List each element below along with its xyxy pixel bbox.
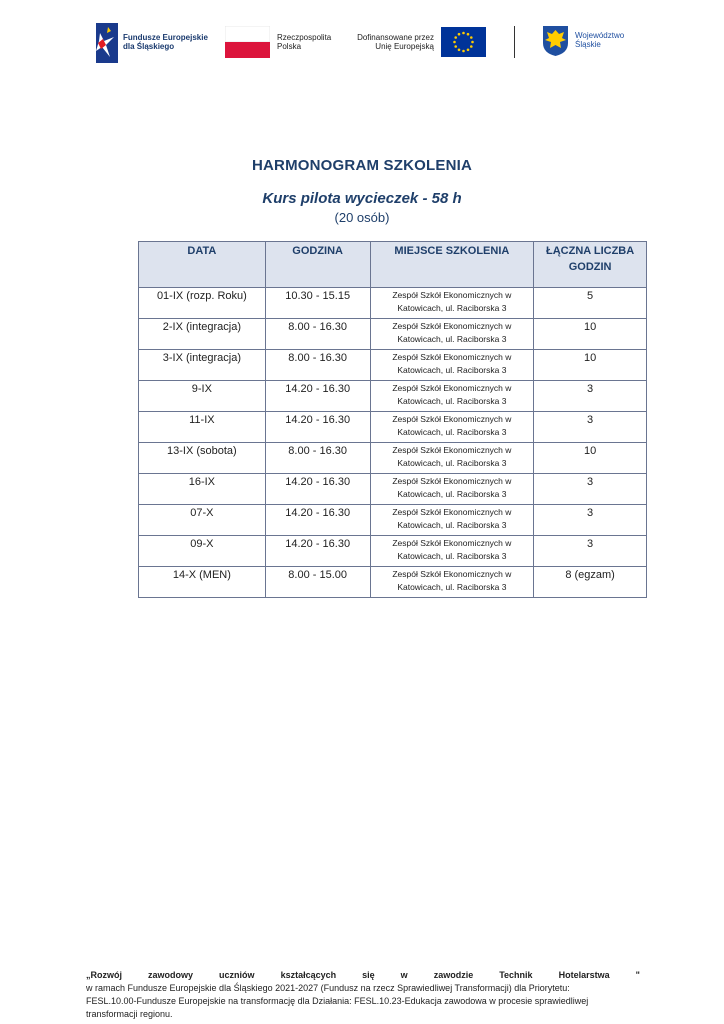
cell-date: 9-IX [139, 381, 266, 412]
cell-place [370, 319, 534, 350]
cell-time: 8.00 - 16.30 [265, 443, 370, 474]
cell-place-line2: Katowicach, ul. Raciborska 3 [397, 489, 507, 499]
cell-time: 14.20 - 16.30 [265, 381, 370, 412]
cell-place-line2: Katowicach, ul. Raciborska 3 [397, 458, 507, 468]
cell-hours: 10 [534, 350, 647, 381]
eu-logo-line2: Unię Europejską [375, 42, 434, 51]
cell-place-line1: Zespół Szkół Ekonomicznych w [392, 414, 512, 424]
cell-place [370, 536, 534, 567]
cell-hours: 10 [534, 443, 647, 474]
fe-slaskie-logo [96, 23, 216, 63]
fe-star-icon [96, 23, 118, 63]
cell-time: 8.00 - 16.30 [265, 319, 370, 350]
cell-date: 14-X (MEN) [139, 567, 266, 598]
cell-hours: 3 [534, 412, 647, 443]
cell-place-line2: Katowicach, ul. Raciborska 3 [397, 303, 507, 313]
cell-place-line2: Katowicach, ul. Raciborska 3 [397, 334, 507, 344]
course-subtitle: Kurs pilota wycieczek - 58 h [262, 190, 462, 207]
fe-logo-line2: dla Śląskiego [123, 42, 175, 51]
cell-place [370, 412, 534, 443]
footer-word: zawodowy [148, 970, 194, 980]
cell-place [370, 567, 534, 598]
cell-time: 8.00 - 16.30 [265, 350, 370, 381]
table-row [139, 350, 647, 381]
table-row [139, 319, 647, 350]
rp-logo-line1: Rzeczpospolita [277, 33, 332, 42]
footer-word: Technik [499, 970, 533, 980]
cell-place [370, 474, 534, 505]
footer-word: " [635, 970, 640, 980]
table-row [139, 567, 647, 598]
cell-date: 09-X [139, 536, 266, 567]
footer-word: uczniów [219, 970, 255, 980]
cell-time: 14.20 - 16.30 [265, 474, 370, 505]
table-row [139, 288, 647, 319]
footer-line2: w ramach Fundusze Europejskie dla Śląskiego 2021-2027 (Fundusz na rzecz Sprawiedliwej Transformacji) dla Priorytetu: [86, 983, 570, 993]
footer-word: się [362, 970, 375, 980]
slaskie-logo [542, 25, 642, 61]
cell-time: 14.20 - 16.30 [265, 505, 370, 536]
slaskie-logo-line2: Śląskie [575, 40, 601, 49]
eu-logo-line1: Dofinansowane przez [357, 33, 434, 42]
cell-date: 16-IX [139, 474, 266, 505]
cell-place-line1: Zespół Szkół Ekonomicznych w [392, 321, 512, 331]
footer-line1 [86, 969, 640, 982]
cell-date: 07-X [139, 505, 266, 536]
cell-place-line1: Zespół Szkół Ekonomicznych w [392, 476, 512, 486]
cell-time: 14.20 - 16.30 [265, 412, 370, 443]
cell-hours: 3 [534, 381, 647, 412]
footer-word: „Rozwój [86, 970, 122, 980]
cell-place-line1: Zespół Szkół Ekonomicznych w [392, 383, 512, 393]
persons-count: (20 osób) [334, 210, 390, 225]
cell-place-line2: Katowicach, ul. Raciborska 3 [397, 427, 507, 437]
cell-place-line2: Katowicach, ul. Raciborska 3 [397, 520, 507, 530]
cell-place-line2: Katowicach, ul. Raciborska 3 [397, 365, 507, 375]
polish-flag-icon [225, 26, 270, 58]
footer-note [86, 969, 640, 1021]
cell-time: 8.00 - 15.00 [265, 567, 370, 598]
cell-hours: 10 [534, 319, 647, 350]
cell-time: 10.30 - 15.15 [265, 288, 370, 319]
cell-date: 2-IX (integracja) [139, 319, 266, 350]
cell-place-line1: Zespół Szkół Ekonomicznych w [392, 569, 512, 579]
header-time: GODZINA [265, 242, 370, 288]
cell-place-line1: Zespół Szkół Ekonomicznych w [392, 538, 512, 548]
table-row [139, 505, 647, 536]
cell-place [370, 505, 534, 536]
cell-date: 13-IX (sobota) [139, 443, 266, 474]
table-row [139, 536, 647, 567]
eu-logo [352, 26, 492, 60]
cell-place-line2: Katowicach, ul. Raciborska 3 [397, 396, 507, 406]
cell-place-line2: Katowicach, ul. Raciborska 3 [397, 551, 507, 561]
table-row [139, 381, 647, 412]
cell-place-line1: Zespół Szkół Ekonomicznych w [392, 352, 512, 362]
cell-hours: 8 (egzam) [534, 567, 647, 598]
footer-word: kształcących [280, 970, 337, 980]
cell-hours: 3 [534, 505, 647, 536]
fe-logo-line1: Fundusze Europejskie [123, 33, 208, 42]
eu-flag-icon [441, 27, 486, 57]
footer-word: w [400, 970, 408, 980]
cell-place [370, 381, 534, 412]
eagle-crest-icon [542, 25, 569, 57]
cell-date: 3-IX (integracja) [139, 350, 266, 381]
page-title: HARMONOGRAM SZKOLENIA [251, 157, 473, 174]
logo-divider [514, 26, 515, 58]
table-row [139, 443, 647, 474]
cell-place-line2: Katowicach, ul. Raciborska 3 [397, 582, 507, 592]
table-row [139, 412, 647, 443]
schedule-table [138, 241, 647, 598]
table-body [139, 288, 647, 598]
footer-word: Hotelarstwa [558, 970, 610, 980]
table-header-row [139, 242, 647, 288]
cell-hours: 3 [534, 536, 647, 567]
cell-place-line1: Zespół Szkół Ekonomicznych w [392, 290, 512, 300]
rp-logo [225, 26, 345, 60]
cell-place [370, 288, 534, 319]
header-hours-line2: GODZIN [568, 261, 612, 273]
cell-place-line1: Zespół Szkół Ekonomicznych w [392, 507, 512, 517]
cell-hours: 3 [534, 474, 647, 505]
cell-time: 14.20 - 16.30 [265, 536, 370, 567]
footer-line4: transformacji regionu. [86, 1009, 173, 1019]
header-hours-line1: ŁĄCZNA LICZBA [546, 245, 635, 257]
footer-word: zawodzie [433, 970, 474, 980]
cell-date: 01-IX (rozp. Roku) [139, 288, 266, 319]
cell-place [370, 443, 534, 474]
slaskie-logo-line1: Województwo [575, 31, 625, 40]
header-logos [0, 20, 724, 70]
rp-logo-line2: Polska [277, 42, 302, 51]
cell-hours: 5 [534, 288, 647, 319]
cell-date: 11-IX [139, 412, 266, 443]
header-date: DATA [139, 242, 266, 288]
cell-place [370, 350, 534, 381]
cell-place-line1: Zespół Szkół Ekonomicznych w [392, 445, 512, 455]
header-place: MIEJSCE SZKOLENIA [370, 242, 534, 288]
header-hours [534, 242, 647, 288]
footer-line3: FESL.10.00-Fundusze Europejskie na transformację dla Działania: FESL.10.23-Edukacja zawodowa w procesie sprawiedliwej [86, 996, 589, 1006]
table-row [139, 474, 647, 505]
